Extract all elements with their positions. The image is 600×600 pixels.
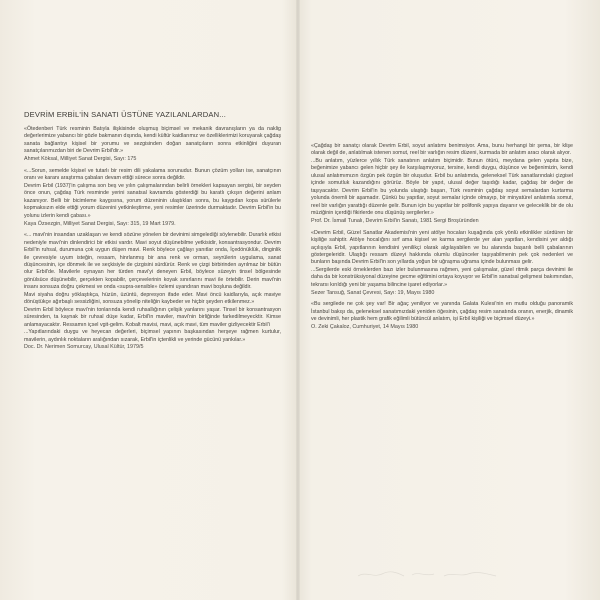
quote-block <box>311 301 573 331</box>
quote-paragraph: Devrim Erbil böylece mavi'nin tonlarında kendi ruhsallığının çelişik yanlarını yaşar. Tinsel bir konsantrasyon süresinden, ta kaynak bir ruhsal düşe kadar, Erbil'in maviler, mavi'nin birliğinde farkedilmeyecktir. Kimse anlamayacaktır. Ressamın içsel vgit-gelim. Kobalt mavisi, mavi, açık mavi, tüm maviler gizliyecektir Erbil'i <box>24 306 281 328</box>
quote-block <box>311 143 573 226</box>
quote-block <box>24 126 281 164</box>
quote-paragraph: «... mavi'nin insandan uzaklaşan ve kendi sözüne yönelen bir devinimi simgelediği söylenebilir. Durarlık etkisi nedeniyle mavi'nin dinlendirici bir etkisi vardır. Mavi soyut düşünebilme yetkisidir, konsantrasyondur. Devrim Erbil'in ruhsal, durumuna çok uygun düşen mavi. Renk böylece çağlayı yanıtlar onda, İçedönüklük, dinginlik ile çevresiyle uyum isteğin, ressam, hinrlanmış bir ana renk ve orman, seyrülerin uygulama, sanat düşüncesinin, içe dönmek ile ve seçkisiyle de çizgisini sürdürür. Renk ve çizgi birbirinden ayrılmaz bir bütün olur Erbil'de. Mavilerle oynayan her türden mavi'yi deneyen Erbil, böylece süzeyin tinsel bölgesinde gönülsüce düşünebilir, gerçekten kopabilir, çerçevelerinin koyak sınırlarını mavi ile örtebilir. Derin mavi'nin insanı sonsuza doğru çekmesi ve onda «supra-sensible» özlemi uyandıran mavi boşluna değildir. <box>24 232 281 291</box>
quote-text <box>311 301 573 323</box>
quote-paragraph: «Devrim Erbil, Güzel Sanatlar Akademisi'nin yeni atölye hocaları kuşağında çok yönlü etkinlikler sürdüren bir kişiliğe sahiptir. Atölye hocalığını sırf ama kişisel ve karma sergilerde yer alan yapıtları, kendisini yer aldığı açılışıyla Erbil, yapıtlarının kendisini yenilikçi olarak algılayabilen ve bu alanında başarılı belli çabalarının göstergeleridir. Ulaştığı ressam düzeyi hakkında olumlu düşünceler taşıyabilmenin pek çok nedenleri ve bunların başında Devrim Erbil'in son yıllarda yoğun bir uğraşma uğrama içinde bulunması gelir. <box>311 229 573 266</box>
quote-text <box>24 168 281 220</box>
quote-block <box>24 168 281 228</box>
quote-source: Prof. Dr. İsmail Tunalı, Devrim Erbil'in Sanatı, 1981 Sergi Broşüründen <box>311 218 479 225</box>
quote-paragraph: ...Bu anlatım, yüzlerce yıllık Türk sanatının anlatım biçimidir. Bunun ötürü, meydana gelen yapıta bize, beğenimize yabancı gelen hiçbir şey ile karşılaşmıyoruz, tersine, kendi duygu, düşünce ve beğenimizin, kendi ulusal anlatımımızın özgün pek özgün bir oluşudur. Erbil bu anlatımda, geleneksel Türk sanatlarındaki çizgisel içinde somutluk kazandığını görürüz. Böyle bir yapıt, ulusal değer taşıdığı kadar, çağdaş bir değer de taşıyacaktır. Devrim Erbil'in bu yolunda ulaştığı başarı, Türk resminin çağdaş soyut semalardan kurtarma yolunda önemli bir aşamadır. Çünkü bu yapıtlar, soyut semalar içinde olmayıp, bir minyatürel anlatımla somut, reel bir varlığın yarattığı düzenle gelir. Bunun için bu yapıtlar bir polifonik yapıya dayanır ve geleceklik bir de olu müziğinin içerdiği fikirlerde onu düşünüş sergilerler.» <box>311 157 573 217</box>
quote-source: Sezer Tansuğ, Sanat Çevresi, Sayı: 19, Mayıs 1980 <box>311 289 435 296</box>
quote-text <box>311 230 573 290</box>
quote-paragraph: «...Sorun, semelde kişisel ve tutarlı bir resim dili yakalama sorunudur. Bunun çözüm yolları ise, sanatçının oranı ve karanı araştırma çabaları devam ettiği sürece sonra değildir. <box>24 167 281 182</box>
quote-paragraph: «Çağdaş bir sanatçı olarak Devrim Erbil, soyut anlatımı benimsiyor. Ama, bunu herhangi bir şema, bir klişe olarak değil de, anlatılmak istenen somut, reel bir varlığın resim düzeni, kurmada bir anlatım aracı olarak alıyor. <box>311 143 573 157</box>
quote-source: Kaya Özsezgin, Milliyet Sanat Dergisi, Sayı: 315, 19 Mart 1979. <box>24 220 176 227</box>
right-column <box>311 143 573 336</box>
left-column <box>24 110 281 356</box>
quote-text <box>311 143 573 218</box>
quote-paragraph: Devrim Erbil (1937)'in çalışma son beş ve yılın çalışmalarından belirli örnekleri kapsayan sergisi, bir seyden önce onun, çağdaş Türk resminde yerini sanatsal kavramda gösterdiği bu karatlı çıkışın değerini anlam kazanıyor. Belli bir bicimleme kaygısına, yorum düzeninin ulaştıkları sonra, bu kaygıdan kopa sürülerle kopmaksızın elde ettiği yorum düzenini yetkinleştirme, yeni resimler üzerinde durmaktadır. Devrim Erbil'in bu yolunu izlerin kendi çabası.» <box>24 182 281 219</box>
quote-text <box>24 126 281 156</box>
center-fold-crease <box>296 0 300 600</box>
quote-source: Ahmet Köksal, Milliyet Sanat Dergisi, Sayı: 175 <box>24 156 137 163</box>
quote-paragraph: ...Sergilerde eski örneklerden bazı izler bulunmasına rağmen, yeni çalışmalar, güzel ritmik parça devinimi ile daha da bir konstrüksiyonal düzeyine gecme eğitimini ortaya koyuyor ve Erbil'in sanatsal gelişmesi bakımından, tekrarsı kırıldığı yeni bir yaşama bilincine işaret ediyorlar.» <box>311 266 573 288</box>
quote-source: O. Zeki Çakaloz, Cumhuriyet, 14 Mayıs 1980 <box>311 324 419 331</box>
quote-paragraph: «Bu sergilede ne çok şey var! Bir ağaç yeniliyor ve yanında Galata Kulesi'nin en mutlu olduğu panoramik İstanbul bakışı da, geleneksel sanatımızdaki yeniden öğesinin, çağdaş resim sanatında oranın, enerjik, dinamik ve devinimli, her plastik hem grafik eğilimli bütüncül anlatım, işi Erbil kişiliği ve biçimsel düzeyi.» <box>311 301 573 323</box>
quote-paragraph: «Ötedenberi Türk resminin Batıyla ilişkisinde oluşmuş biçimsel ve mekanik davranışların ya da naklig değerlerimize yabancı bir gözle bakmanın dışında, kendi kültür kaidlarımız ve özelliklerimizi koruyarak çağdaş sanata bağlantıyı kişisel bir yorumu ve sezgisinden doğan sanatçıların sonra etkinliğini duyuran sanatçılarımızdan biri de Devrim Erbil'dir.» <box>24 126 282 155</box>
quote-paragraph: ...Yapıtlarındaki duygu ve heyecan değerleri, biçimsel yapının başkasından herşeye rağmen kurtulur, mavilerin, aydınlık noktaların aralığından sızarak, Erbil'in içtenlikli ve yerinde gücünü yankılar.» <box>24 329 281 343</box>
quote-block <box>311 230 573 298</box>
faint-pencil-marks <box>356 568 506 580</box>
quote-text <box>24 232 281 344</box>
page-title: DEVRİM ERBİL'İN SANATI ÜSTÜNE YAZILANLARDAN... <box>24 110 227 119</box>
quote-block <box>24 232 281 352</box>
quote-paragraph: Mavi siyaha doğru yöklaştıkça, hüzün, üzüntü, depresyon ifade eder. Mavi öncü kaidlarıyla, açık maviye dönüştükçe ağırbaşlı sessizliğini, sonsuza yönelip niteliğin kaybeder ve hiçbir şeyden etkilenmez.» <box>24 291 281 306</box>
quote-source: Doc. Dr. Nerimen Somurcay, Ulusal Kültür, 1979/5 <box>24 344 144 351</box>
